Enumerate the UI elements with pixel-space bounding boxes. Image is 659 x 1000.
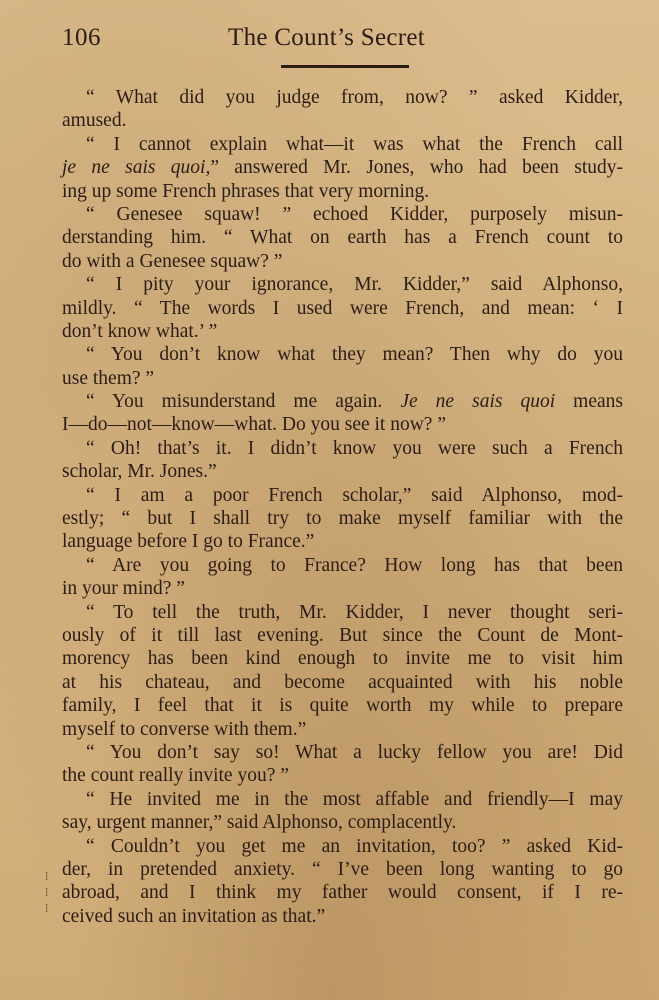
text-line: “ I am a poor French scholar,” said Alphonso, mod- (86, 484, 623, 506)
text-line: “ Oh! that’s it. I didn’t know you were such a French (86, 437, 623, 459)
header-rule (281, 65, 409, 68)
text-line: at his chateau, and become acquainted with his noble (62, 671, 623, 693)
text-line: “ Couldn’t you get me an invitation, too? ” asked Kid- (86, 835, 623, 857)
text-line: “ What did you judge from, now? ” asked Kidder, (86, 87, 623, 108)
text-line: scholar, Mr. Jones.” (62, 461, 217, 483)
italic-phrase: je ne sais quoi, (62, 157, 211, 179)
text-line: “ I cannot explain what—it was what the French call (86, 133, 623, 155)
text-segment: “ You misunderstand me again. (86, 391, 401, 413)
text-line: do with a Genesee squaw? ” (62, 250, 283, 272)
text-line: “ You don’t know what they mean? Then why do you (86, 344, 623, 366)
text-segment: ” answered Mr. Jones, who had been study- (210, 157, 623, 179)
text-line (62, 156, 623, 179)
text-line: myself to converse with them.” (62, 718, 307, 740)
page-number: 106 (62, 24, 101, 51)
italic-phrase: Je ne sais quoi (400, 391, 556, 413)
text-line: language before I go to France.” (62, 531, 315, 553)
text-line: ously of it till last evening. But since the Count de Mont- (62, 624, 623, 646)
text-line: ceived such an invitation as that.” (62, 905, 326, 927)
text-line: use them? ” (62, 367, 155, 389)
text-line: ing up some French phrases that very morning. (62, 180, 430, 202)
margin-pencil-mark: ⁞ ⁞ ⁞ (45, 869, 49, 915)
text-line: “ He invited me in the most affable and friendly—I may (86, 788, 623, 810)
text-line (62, 390, 623, 413)
text-line: mildly. “ The words I used were French, and mean: ‘ I (62, 297, 623, 319)
text-line: amused. (62, 110, 127, 132)
text-line: I—do—not—know—what. Do you see it now? ” (62, 414, 446, 436)
text-segment: means (555, 391, 623, 413)
text-line: “ Genesee squaw! ” echoed Kidder, purposely misun- (86, 203, 623, 225)
page-header (62, 20, 623, 60)
text-line: in your mind? ” (62, 578, 185, 600)
text-line: family, I feel that it is quite worth my while to prepare (62, 695, 623, 717)
text-line: derstanding him. “ What on earth has a French count to (62, 227, 623, 249)
text-line: abroad, and I think my father would consent, if I re- (62, 882, 623, 904)
body-text (62, 86, 623, 928)
text-line: “ You don’t say so! What a lucky fellow you are! Did (86, 741, 623, 763)
text-line: estly; “ but I shall try to make myself familiar with the (62, 508, 623, 530)
text-line: der, in pretended anxiety. “ I’ve been long wanting to go (62, 858, 623, 880)
text-line: “ Are you going to France? How long has that been (86, 554, 623, 576)
running-title: The Count’s Secret (228, 24, 426, 51)
text-line: say, urgent manner,” said Alphonso, complacently. (62, 812, 457, 834)
text-line: the count really invite you? ” (62, 765, 289, 787)
text-line: “ I pity your ignorance, Mr. Kidder,” said Alphonso, (86, 274, 623, 296)
text-line: morency has been kind enough to invite me to visit him (62, 648, 623, 670)
text-line: don’t know what.’ ” (62, 320, 218, 342)
text-line: “ To tell the truth, Mr. Kidder, I never thought seri- (86, 601, 623, 623)
